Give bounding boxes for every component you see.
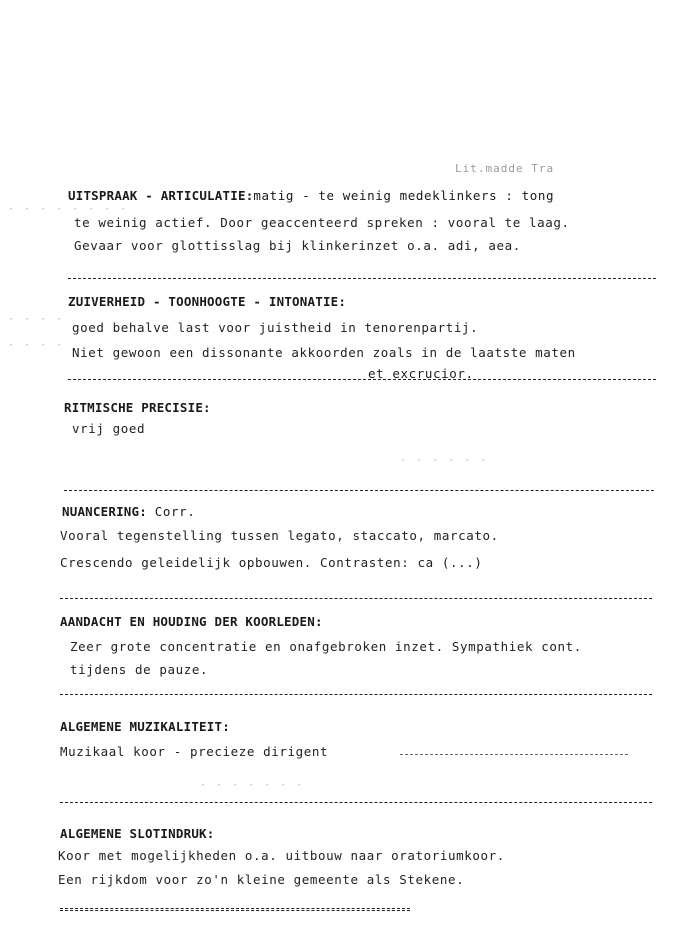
section-title: UITSPRAAK - ARTICULATIE:: [68, 188, 254, 203]
answer-underline: [400, 754, 628, 755]
section-title: ZUIVERHEID - TOONHOOGTE - INTONATIE:: [68, 294, 347, 309]
section-title: ALGEMENE SLOTINDRUK:: [60, 826, 215, 841]
section-header-aandacht: [60, 614, 323, 629]
section-inline-remark: Corr.: [154, 504, 196, 519]
section-inline-remark: matig - te weinig medeklinkers : tong: [253, 188, 555, 203]
remark-line: te weinig actief. Door geaccenteerd spreken : vooral te laag.: [74, 215, 570, 230]
remark-line: goed behalve last voor juistheid in tenorenpartij.: [72, 320, 479, 335]
remark-line: et excrucior.: [368, 366, 474, 381]
section-header-slotindruk: [60, 826, 215, 841]
section-divider: [68, 278, 656, 279]
section-title: NUANCERING:: [62, 504, 147, 519]
scan-noise: · · · ·: [8, 314, 65, 325]
section-title: AANDACHT EN HOUDING DER KOORLEDEN:: [60, 614, 323, 629]
remark-line: vrij goed: [72, 421, 146, 436]
remark-line: Vooral tegenstelling tussen legato, staccato, marcato.: [60, 528, 499, 543]
section-divider: [60, 802, 652, 803]
section-divider: [64, 490, 654, 491]
stamp-text: Lit.madde Tra: [455, 162, 555, 175]
section-header-zuiverheid: [68, 294, 346, 309]
scan-noise: · · · · · ·: [400, 455, 489, 466]
remark-line: Muzikaal koor - precieze dirigent: [60, 744, 329, 759]
section-header-ritmische: [64, 400, 211, 415]
remark-line: Zeer grote concentratie en onafgebroken inzet. Sympathiek cont.: [70, 639, 582, 654]
remark-line: Crescendo geleidelijk opbouwen. Contrasten: ca (...): [60, 555, 483, 570]
section-header-uitspraak: [68, 188, 554, 203]
section-header-nuancering: [62, 504, 195, 519]
scan-noise: · · · ·: [8, 340, 65, 351]
remark-line: Niet gewoon een dissonante akkoorden zoals in de laatste maten: [72, 345, 576, 360]
section-header-muzikaliteit: [60, 719, 230, 734]
section-divider: [68, 379, 656, 380]
closing-divider: [60, 908, 410, 909]
section-divider: [60, 694, 652, 695]
scan-noise: · · · · · · · ·: [8, 204, 129, 215]
section-title: RITMISCHE PRECISIE:: [64, 400, 211, 415]
remark-line: Gevaar voor glottisslag bij klinkerinzet o.a. adi, aea.: [74, 238, 521, 253]
scan-noise: · · · · · · ·: [200, 780, 305, 791]
remark-line: Een rijkdom voor zo'n kleine gemeente als Stekene.: [58, 872, 465, 887]
remark-line: tijdens de pauze.: [70, 662, 209, 677]
remark-line: Koor met mogelijkheden o.a. uitbouw naar oratoriumkoor.: [58, 848, 505, 863]
section-title: ALGEMENE MUZIKALITEIT:: [60, 719, 230, 734]
section-divider: [60, 598, 652, 599]
